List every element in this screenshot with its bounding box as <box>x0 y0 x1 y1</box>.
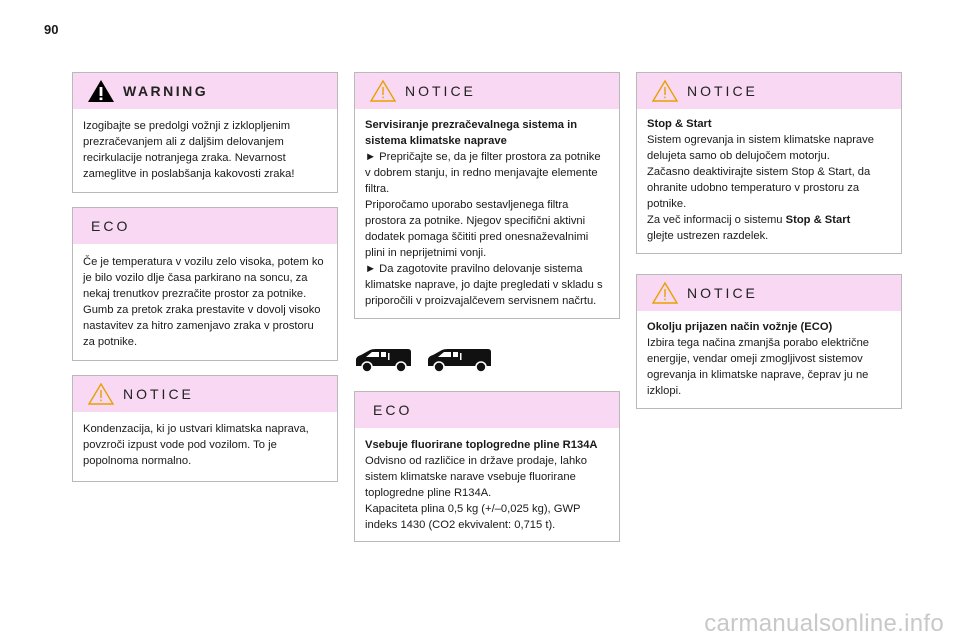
notice-header <box>637 73 901 109</box>
column-3 <box>636 72 902 409</box>
warning-title: WARNING <box>123 83 209 99</box>
notice-text: Izbira tega načina zmanjša porabo električne energije, vendar omeji zmogljivost sistemov ogrevanja in klimatske naprave, čeprav ju ne izklopi. <box>647 337 870 397</box>
eco-box-2 <box>354 391 620 542</box>
eco-header <box>355 392 619 428</box>
notice-header <box>637 275 901 311</box>
notice-text-3b: Stop & Start <box>785 214 851 226</box>
notice-title: NOTICE <box>687 285 758 301</box>
caution-icon <box>369 78 397 104</box>
page-number: 90 <box>44 22 59 37</box>
notice-text-3a: Za več informacij o sistemu <box>647 214 786 226</box>
notice-header <box>73 376 337 412</box>
caution-icon <box>651 280 679 306</box>
notice-text-3c: glejte ustrezen razdelek. <box>647 230 769 242</box>
eco-text-2: Kapaciteta plina 0,5 kg (+/–0,025 kg), GWP indeks 1430 (CO2 ekvivalent: 0,715 t). <box>365 503 581 531</box>
notice-text-3 <box>647 212 891 228</box>
caution-icon <box>87 381 115 407</box>
notice-box-3 <box>636 72 902 254</box>
eco-title: ECO <box>91 218 131 234</box>
eco-box <box>72 207 338 361</box>
van-long-icon <box>424 346 494 374</box>
notice-paragraph: Priporočamo uporabo sestavljenega filtra prostora za potnike. Njegov specifični aktivni dodatek pomaga ščititi pred onesnaževalnimi plini in neprijetnimi vonji. <box>365 199 589 259</box>
eco-text: Če je temperatura v vozilu zelo visoka, potem ko je bilo vozilo dlje časa parkirano na soncu, za nekaj trenutkov prezračite prostor za potnike. <box>83 256 324 300</box>
notice-bullet-2: ► Da zagotovite pravilno delovanje sistema klimatske naprave, jo dajte pregledati v skladu s priporočili v proizvajalčevem servisnem načrtu. <box>365 263 603 307</box>
notice-bullet-1: ► Prepričajte se, da je filter prostora za potnike v dobrem stanju, in redno menjavajte elemente filtra. <box>365 151 601 195</box>
caution-icon <box>651 78 679 104</box>
eco-text-2: Gumb za pretok zraka prestavite v dovolj visoko nastavitev za hitro zamenjavo zraka v prostoru za potnike. <box>83 304 321 348</box>
notice-title: NOTICE <box>687 83 758 99</box>
column-2-lower <box>354 391 620 542</box>
vehicle-icons <box>352 346 494 374</box>
warning-box <box>72 72 338 193</box>
eco-heading: Vsebuje fluorirane toplogredne pline R134A <box>365 439 598 451</box>
notice-title: NOTICE <box>123 386 194 402</box>
notice-text: Sistem ogrevanja in sistem klimatske naprave delujeta samo ob delujočem motorju. <box>647 134 874 162</box>
notice-header <box>355 73 619 109</box>
notice-heading: Okolju prijazen način vožnje (ECO) <box>647 321 833 333</box>
eco-title: ECO <box>373 402 413 418</box>
column-2 <box>354 72 620 319</box>
notice-box-4 <box>636 274 902 409</box>
van-short-icon <box>352 346 414 374</box>
notice-heading: Servisiranje prezračevalnega sistema in sistema klimatske naprave <box>365 119 578 147</box>
column-1 <box>72 72 338 482</box>
notice-text-2: Začasno deaktivirajte sistem Stop & Start, da ohranite udobno temperaturo v prostoru za potnike. <box>647 166 871 210</box>
notice-title: NOTICE <box>405 83 476 99</box>
watermark: carmanualsonline.info <box>704 610 944 637</box>
notice-text: Kondenzacija, ki jo ustvari klimatska naprava, povzroči izpust vode pod vozilom. To je popolnoma normalno. <box>83 423 309 467</box>
eco-header <box>73 208 337 244</box>
warning-icon <box>87 78 115 104</box>
notice-box-1 <box>72 375 338 482</box>
warning-header <box>73 73 337 109</box>
eco-text: Odvisno od različice in države prodaje, lahko sistem klimatske narave vsebuje fluorirane toplogredne pline R134A. <box>365 455 588 499</box>
notice-box-2 <box>354 72 620 319</box>
warning-text: Izogibajte se predolgi vožnji z izklopljenim prezračevanjem ali z daljšim delovanjem recirkulacije notranjega zraka. Nevarnost zameglitve in poslabšanja kakovosti zraka! <box>83 120 295 180</box>
notice-heading: Stop & Start <box>647 118 712 130</box>
